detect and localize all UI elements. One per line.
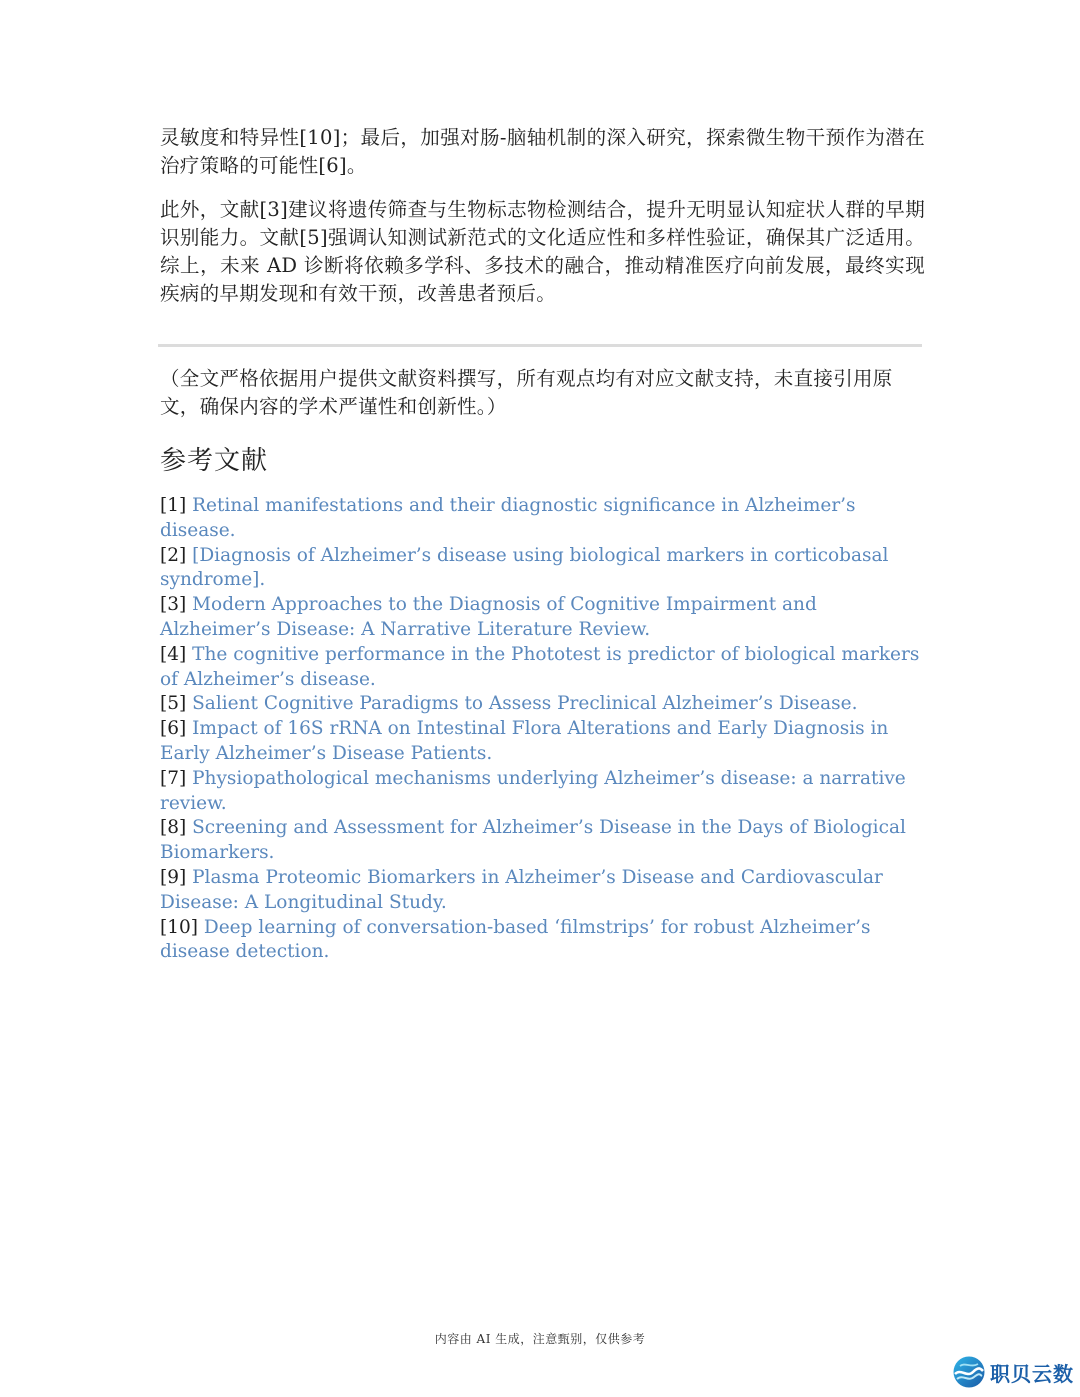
references-heading: 参考文献 (160, 446, 269, 476)
body-paragraph-2: 此外，文献[3]建议将遗传筛查与生物标志物检测结合，提升无明显认知症状人群的早期识别能力。文献[5]强调认知测试新范式的文化适应性和多样性验证，确保其广泛适用。综上，未来 AD 诊断将依赖多学科、多技术的融合，推动精准医疗向前发展，最终实现疾病的早期发现和有效干预，改善患者预后。 (160, 198, 925, 305)
reference-list (160, 494, 920, 965)
reference-link[interactable]: Plasma Proteomic Biomarkers in Alzheimer’s Disease and Cardiovascular Disease: A Longitudinal Study. (160, 866, 883, 913)
reference-number: [9] (160, 866, 187, 888)
globe-wave-icon (952, 1355, 986, 1389)
reference-link[interactable]: Modern Approaches to the Diagnosis of Cognitive Impairment and Alzheimer’s Disease: A Narrative Literature Review. (160, 594, 817, 640)
reference-link[interactable]: Deep learning of conversation-based ‘filmstrips’ for robust Alzheimer’s disease detection. (160, 916, 871, 963)
reference-item-1 (160, 494, 920, 544)
reference-item-7 (160, 767, 920, 817)
reference-item-4 (160, 643, 920, 693)
reference-link[interactable]: Screening and Assessment for Alzheimer’s Disease in the Days of Biological Biomarkers. (160, 817, 906, 864)
reference-number: [2] (160, 544, 187, 566)
article-body (160, 124, 925, 308)
reference-number: [3] (160, 594, 187, 616)
section-divider (158, 344, 922, 347)
reference-number: [7] (160, 767, 187, 789)
brand-name: 职贝云数 (990, 1361, 1074, 1386)
reference-number: [5] (160, 693, 187, 715)
reference-link[interactable]: Impact of 16S rRNA on Intestinal Flora Alterations and Early Diagnosis in Early Alzheimer’s Disease Patients. (160, 718, 889, 764)
reference-link[interactable]: Physiopathological mechanisms underlying Alzheimer’s disease: a narrative review. (160, 767, 906, 814)
author-note: （全文严格依据用户提供文献资料撰写，所有观点均有对应文献支持，未直接引用原文，确保内容的学术严谨性和创新性。） (160, 367, 893, 418)
reference-item-10 (160, 916, 920, 966)
reference-item-9 (160, 866, 920, 916)
reference-link[interactable]: [Diagnosis of Alzheimer’s disease using biological markers in corticobasal syndrome]. (160, 544, 889, 591)
reference-number: [10] (160, 916, 198, 938)
ai-disclaimer: 内容由 AI 生成，注意甄别，仅供参考 (434, 1332, 646, 1346)
reference-link[interactable]: Retinal manifestations and their diagnostic significance in Alzheimer’s disease. (160, 495, 856, 541)
body-paragraph-1: 灵敏度和特异性[10]；最后，加强对肠-脑轴机制的深入研究，探索微生物干预作为潜在治疗策略的可能性[6]。 (160, 126, 925, 177)
reference-item-8 (160, 816, 920, 866)
reference-item-6 (160, 717, 920, 767)
reference-item-2 (160, 544, 920, 594)
brand-watermark (952, 1354, 1074, 1390)
reference-number: [1] (160, 495, 187, 516)
reference-item-5 (160, 692, 920, 717)
reference-number: [6] (160, 718, 187, 740)
reference-link[interactable]: The cognitive performance in the Phototest is predictor of biological markers of Alzheimer’s disease. (160, 643, 920, 690)
reference-item-3 (160, 593, 920, 643)
reference-number: [8] (160, 817, 187, 839)
reference-link[interactable]: Salient Cognitive Paradigms to Assess Preclinical Alzheimer’s Disease. (192, 693, 858, 715)
reference-number: [4] (160, 643, 187, 665)
